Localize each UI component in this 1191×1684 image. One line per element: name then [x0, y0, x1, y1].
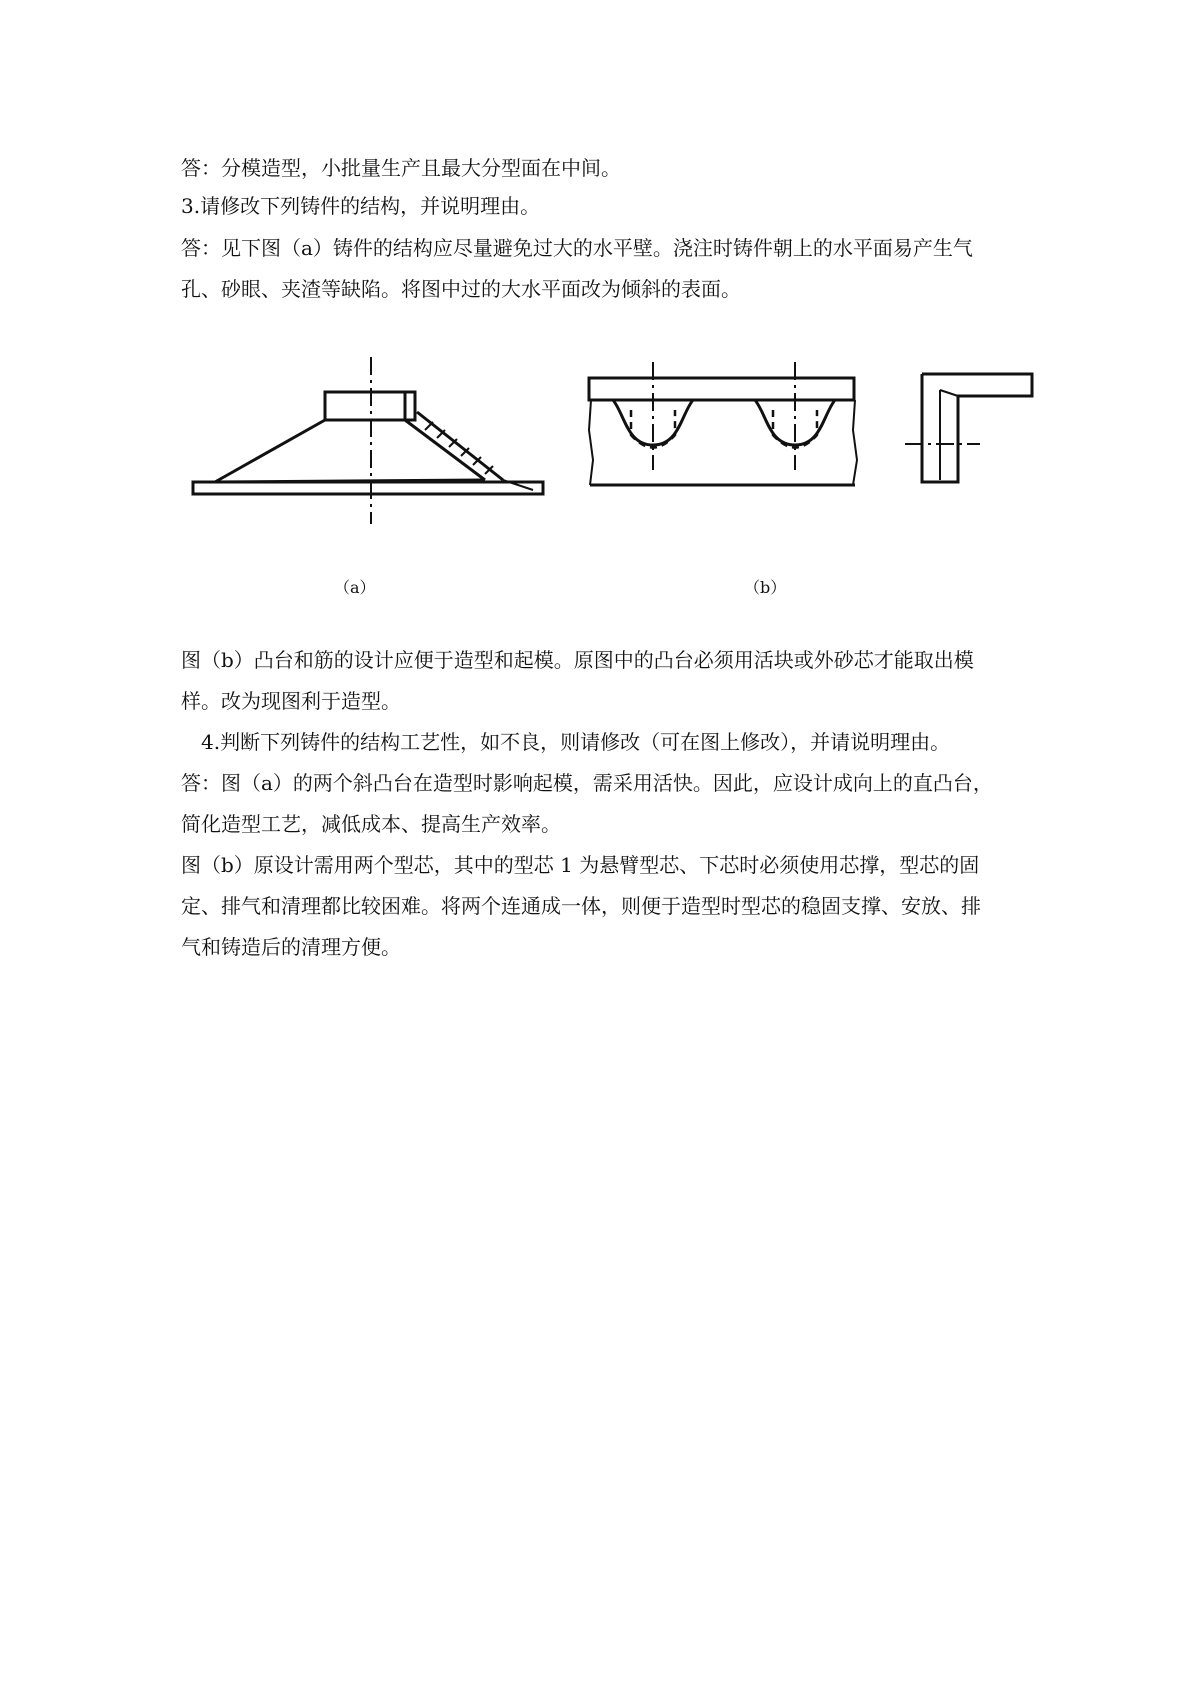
question-4: 4.判断下列铸件的结构工艺性，如不良，则请修改（可在图上修改），并请说明理由。: [201, 730, 951, 754]
text-line: 答：分模造型，小批量生产且最大分型面在中间。: [181, 156, 621, 180]
figure-b-caption: （b）: [744, 578, 787, 597]
question-3: 3.请修改下列铸件的结构，并说明理由。: [181, 194, 541, 218]
figure-a-caption: （a）: [334, 578, 376, 597]
text-line: 图（b）原设计需用两个型芯，其中的型芯 1 为悬臂型芯、下芯时必须使用芯撑，型芯的固: [181, 853, 980, 877]
text-line: 图（b）凸台和筋的设计应便于造型和起模。原图中的凸台必须用活块或外砂芯才能取出模: [181, 648, 974, 672]
text-line: 气和铸造后的清理方便。: [181, 935, 401, 959]
figure-b-drawing: [585, 360, 865, 500]
text-line: 定、排气和清理都比较困难。将两个连通成一体，则便于造型时型芯的稳固支撑、安放、排: [181, 894, 981, 918]
text-line: 简化造型工艺，减低成本、提高生产效率。: [181, 812, 561, 836]
figure-a-drawing: [185, 352, 555, 527]
text-line: 答：图（a）的两个斜凸台在造型时影响起模，需采用活快。因此，应设计成向上的直凸台，: [181, 771, 993, 795]
text-line: 孔、砂眼、夹渣等缺陷。将图中过的大水平面改为倾斜的表面。: [181, 277, 741, 301]
text-line: 答：见下图（a）铸件的结构应尽量避免过大的水平壁。浇注时铸件朝上的水平面易产生气: [181, 236, 973, 260]
text-line: 样。改为现图利于造型。: [181, 689, 401, 713]
figure-b-section: [900, 362, 1040, 502]
